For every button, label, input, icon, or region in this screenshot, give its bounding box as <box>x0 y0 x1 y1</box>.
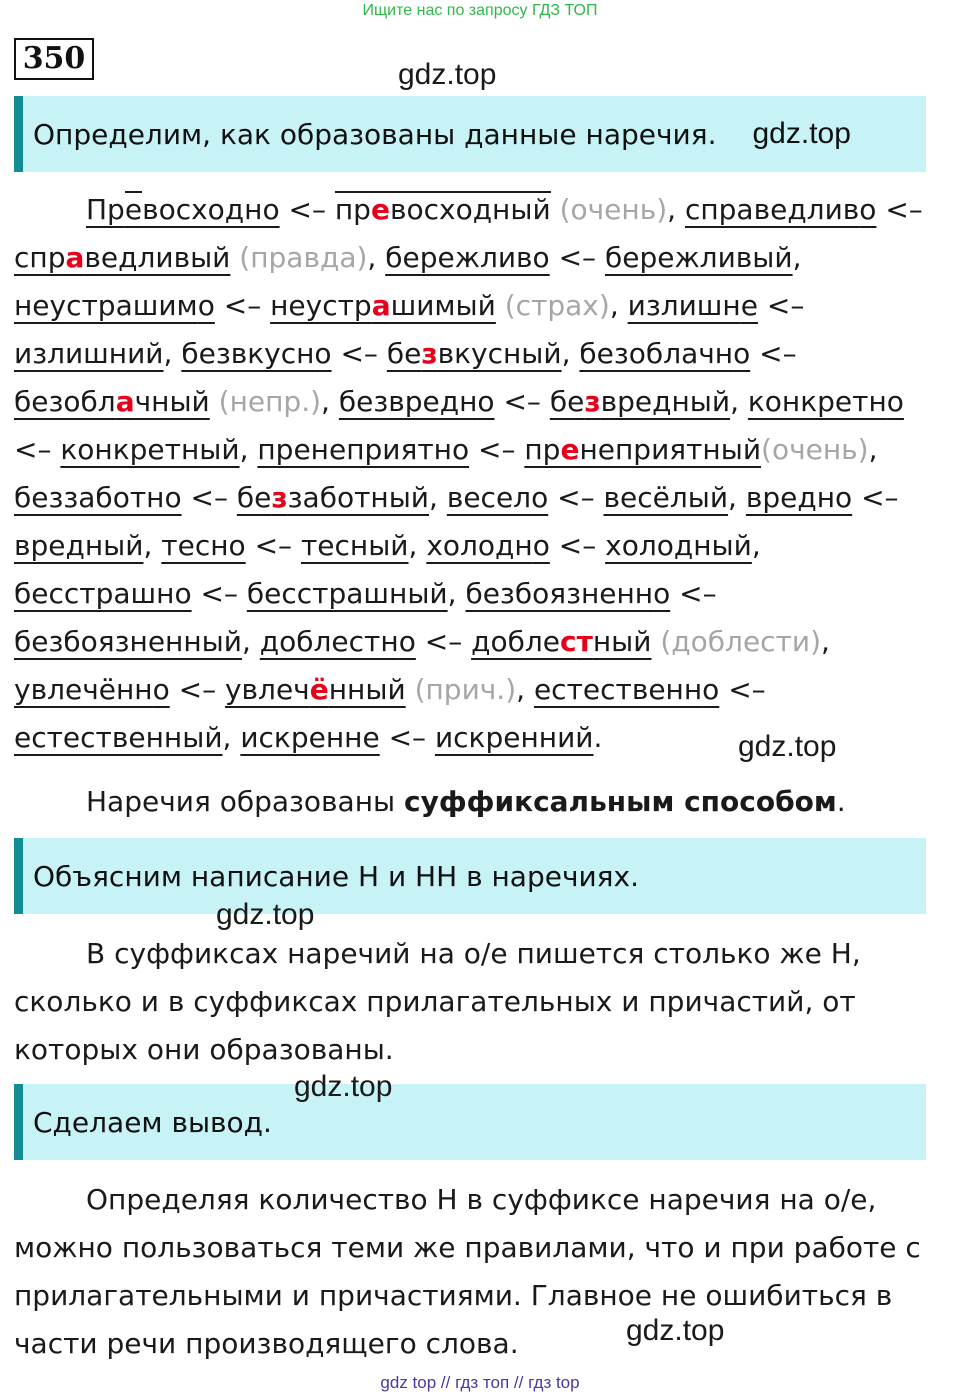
formation-conclusion: Наречия образованы суффиксальным способом. <box>86 785 846 818</box>
explanation-paragraph: В суффиксах наречий на о/е пишется столько же Н, сколько и в суффиксах прилагательных и причастий, от которых они образованы. <box>14 937 861 1066</box>
section-heading-formation <box>14 96 926 172</box>
watermark: gdz.top <box>626 1314 725 1347</box>
section-heading-n-nn <box>14 838 926 914</box>
footer-links[interactable]: gdz top // гдз топ // гдз top <box>380 1373 580 1392</box>
section-title: Определим, как образованы данные наречия. <box>33 117 717 151</box>
section-title: Объясним написание Н и НН в наречиях. <box>33 859 639 893</box>
watermark: gdz.top <box>294 1070 393 1103</box>
section-title: Сделаем вывод. <box>33 1105 272 1139</box>
watermark: gdz.top <box>738 730 837 763</box>
formation-method: суффиксальным способом <box>404 785 837 818</box>
task-number: 350 <box>14 38 94 80</box>
word-formation-analysis: Превосходно <– превосходный (очень), справедливо <– справедливый (правда), бережливо <– бережливый, неустрашимо <– неустрашимый (страх), излишне <– излишний, безвкусно <– безвкусный, безоблачно <– безоблачный (непр.), безвредно <– безвредный, конкретно <– конкретный, пренеприятно <– пренеприятный(очень), беззаботно <– беззаботный, весело <– весёлый, вредно <– вредный, тесно <– тесный, холодно <– холодный, бесстрашно <– бесстрашный, безбоязненно <– безбоязненный, доблестно <– доблестный (доблести), увлечённо <– увлечённый (прич.), естественно <– естественный, искренне <– искренний. <box>14 193 923 754</box>
summary-paragraph: Определяя количество Н в суффиксе наречия на о/е, можно пользоваться теми же правилами, что и при работе с прилагательными и причастиями. Главное не ошибиться в части речи производящего слова. <box>14 1183 921 1360</box>
section-heading-conclusion <box>14 1084 926 1160</box>
watermark: gdz.top <box>398 58 497 91</box>
section-watermark: gdz.top <box>752 117 851 150</box>
watermark: gdz.top <box>216 898 315 931</box>
top-banner: Ищите нас по запросу ГДЗ ТОП <box>362 2 598 19</box>
